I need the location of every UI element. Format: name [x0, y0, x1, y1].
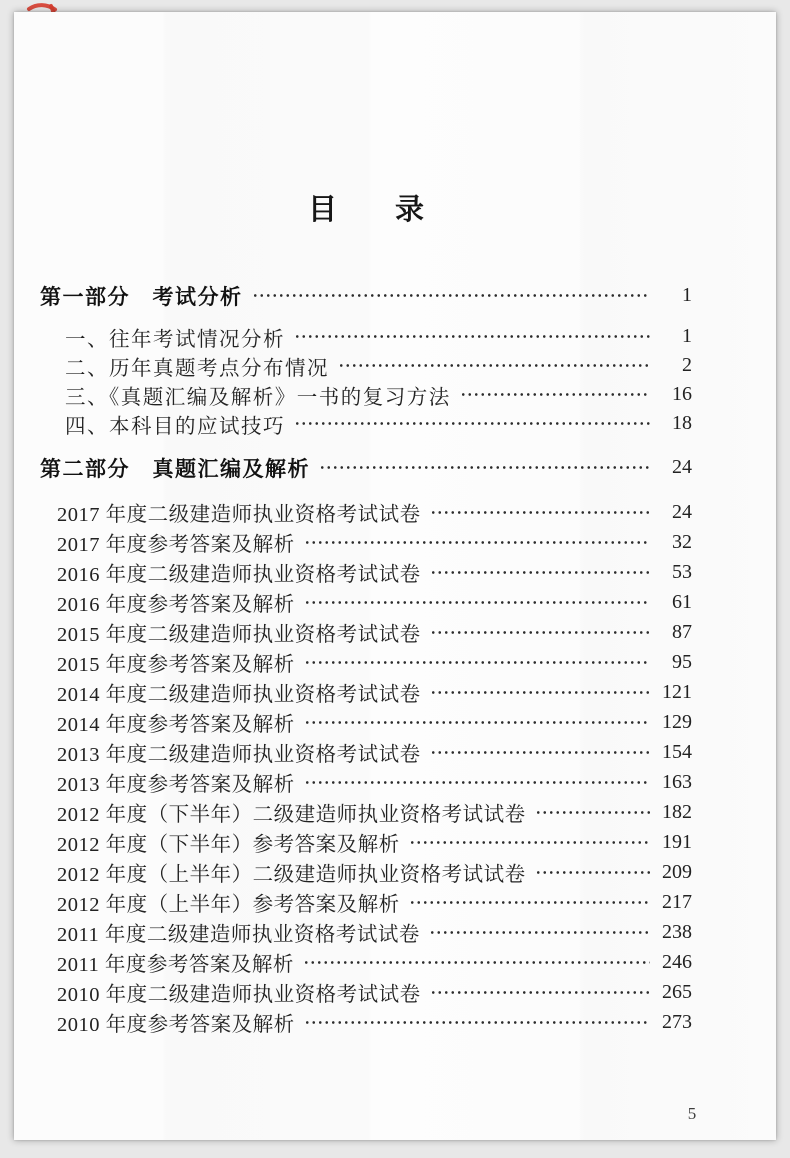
- toc-entry-page: 238: [662, 920, 692, 943]
- toc-row: [40, 887, 692, 917]
- toc-entry-page: 24: [672, 500, 692, 523]
- page-title: 目 录: [307, 194, 424, 226]
- dot-leader: [304, 718, 650, 727]
- toc-entry-page: 182: [662, 800, 692, 823]
- book-page: [14, 12, 776, 1140]
- toc-entry-page: 1: [682, 284, 692, 306]
- dot-leader: [304, 1018, 650, 1027]
- toc-entry-page: 53: [672, 560, 692, 583]
- toc-row: [40, 917, 692, 947]
- toc-entry-label: 2012 年度（下半年）参考答案及解析: [57, 834, 400, 856]
- toc-entry-label: 2016 年度参考答案及解析: [57, 594, 295, 616]
- toc-entry-page: 121: [662, 680, 692, 703]
- dot-leader: [430, 988, 650, 997]
- toc-entry-page: 24: [672, 456, 692, 478]
- dot-leader: [303, 958, 650, 967]
- toc-entry-page: 273: [662, 1010, 692, 1033]
- dot-leader: [430, 568, 650, 577]
- toc-entry-page: 209: [662, 860, 692, 883]
- toc-row: [40, 707, 692, 737]
- dot-leader: [535, 808, 650, 817]
- dot-leader: [304, 538, 650, 547]
- toc-row: [40, 380, 692, 409]
- toc-row: [40, 322, 692, 351]
- toc-row: [40, 587, 692, 617]
- toc-entry-page: 191: [662, 830, 692, 853]
- toc-row: [40, 977, 692, 1007]
- dot-leader: [429, 928, 650, 937]
- dot-leader: [409, 898, 650, 907]
- toc-row: [40, 527, 692, 557]
- toc-row: [40, 947, 692, 977]
- toc-entry-page: 217: [662, 890, 692, 913]
- toc-entry-label: 2011 年度参考答案及解析: [57, 954, 294, 976]
- toc-row: [40, 737, 692, 767]
- toc-entry-page: 265: [662, 980, 692, 1003]
- toc-row: [40, 409, 692, 438]
- toc-entry-label: 2013 年度二级建造师执业资格考试试卷: [57, 744, 421, 766]
- dot-leader: [252, 291, 651, 300]
- toc-row: [40, 857, 692, 887]
- toc-entry-label: 2010 年度参考答案及解析: [57, 1014, 295, 1036]
- toc-entry-page: 87: [672, 620, 692, 643]
- toc-entry-label: 2013 年度参考答案及解析: [57, 774, 295, 796]
- toc-entry-label: 第二部分 真题汇编及解析: [40, 457, 310, 481]
- toc-entry-label: 2014 年度二级建造师执业资格考试试卷: [57, 684, 421, 706]
- dot-leader: [319, 463, 650, 472]
- toc-entry-label: 2010 年度二级建造师执业资格考试试卷: [57, 984, 421, 1006]
- toc-entry-page: 18: [672, 412, 692, 434]
- toc-entry-page: 95: [672, 650, 692, 673]
- dot-leader: [304, 598, 650, 607]
- toc-entry-label: 2017 年度参考答案及解析: [57, 534, 295, 556]
- dot-leader: [430, 508, 650, 517]
- toc-entry-page: 2: [682, 354, 692, 376]
- toc-entry-label: 2014 年度参考答案及解析: [57, 714, 295, 736]
- toc-entry-page: 61: [672, 590, 692, 613]
- toc-entry-label: 2012 年度（下半年）二级建造师执业资格考试试卷: [57, 804, 526, 826]
- toc-entry-label: 四、本科目的应试技巧: [65, 415, 285, 438]
- toc-entry-page: 246: [662, 950, 692, 973]
- toc-entry-label: 二、历年真题考点分布情况: [65, 357, 329, 380]
- toc-row: [40, 497, 692, 527]
- toc-entry-page: 1: [682, 325, 692, 347]
- toc-row: [40, 797, 692, 827]
- page-number: 5: [687, 1104, 697, 1123]
- dot-leader: [460, 390, 650, 399]
- toc-entry-page: 163: [662, 770, 692, 793]
- toc-row: [40, 827, 692, 857]
- toc-entry-page: 129: [662, 710, 692, 733]
- toc-entry-label: 第一部分 考试分析: [40, 285, 243, 309]
- toc-entry-page: 32: [672, 530, 692, 553]
- toc-entry-label: 2012 年度（上半年）参考答案及解析: [57, 894, 400, 916]
- dot-leader: [304, 778, 650, 787]
- toc-row: [40, 281, 692, 310]
- toc-entry-label: 2017 年度二级建造师执业资格考试试卷: [57, 504, 421, 526]
- dot-leader: [338, 361, 650, 370]
- toc-entry-label: 2015 年度二级建造师执业资格考试试卷: [57, 624, 421, 646]
- toc-entry-page: 154: [662, 740, 692, 763]
- dot-leader: [430, 748, 650, 757]
- dot-leader: [409, 838, 650, 847]
- toc-row: [40, 617, 692, 647]
- dot-leader: [535, 868, 650, 877]
- dot-leader: [294, 332, 650, 341]
- toc-entry-label: 2012 年度（上半年）二级建造师执业资格考试试卷: [57, 864, 526, 886]
- toc-entry-label: 一、往年考试情况分析: [65, 328, 285, 351]
- toc-row: [40, 647, 692, 677]
- dot-leader: [304, 658, 650, 667]
- toc-row: [40, 351, 692, 380]
- toc-row: [40, 453, 692, 482]
- toc-row: [40, 767, 692, 797]
- dot-leader: [430, 688, 650, 697]
- toc-row: [40, 557, 692, 587]
- toc-entry-label: 2016 年度二级建造师执业资格考试试卷: [57, 564, 421, 586]
- toc-entry-page: 16: [672, 383, 692, 405]
- toc-row: [40, 677, 692, 707]
- toc-entry-label: 2015 年度参考答案及解析: [57, 654, 295, 676]
- toc-row: [40, 1007, 692, 1037]
- toc-entry-label: 2011 年度二级建造师执业资格考试试卷: [57, 924, 420, 946]
- dot-leader: [294, 419, 650, 428]
- toc-rows: [40, 281, 692, 1037]
- toc-entry-label: 三、《真题汇编及解析》一书的复习方法: [65, 386, 451, 409]
- dot-leader: [430, 628, 650, 637]
